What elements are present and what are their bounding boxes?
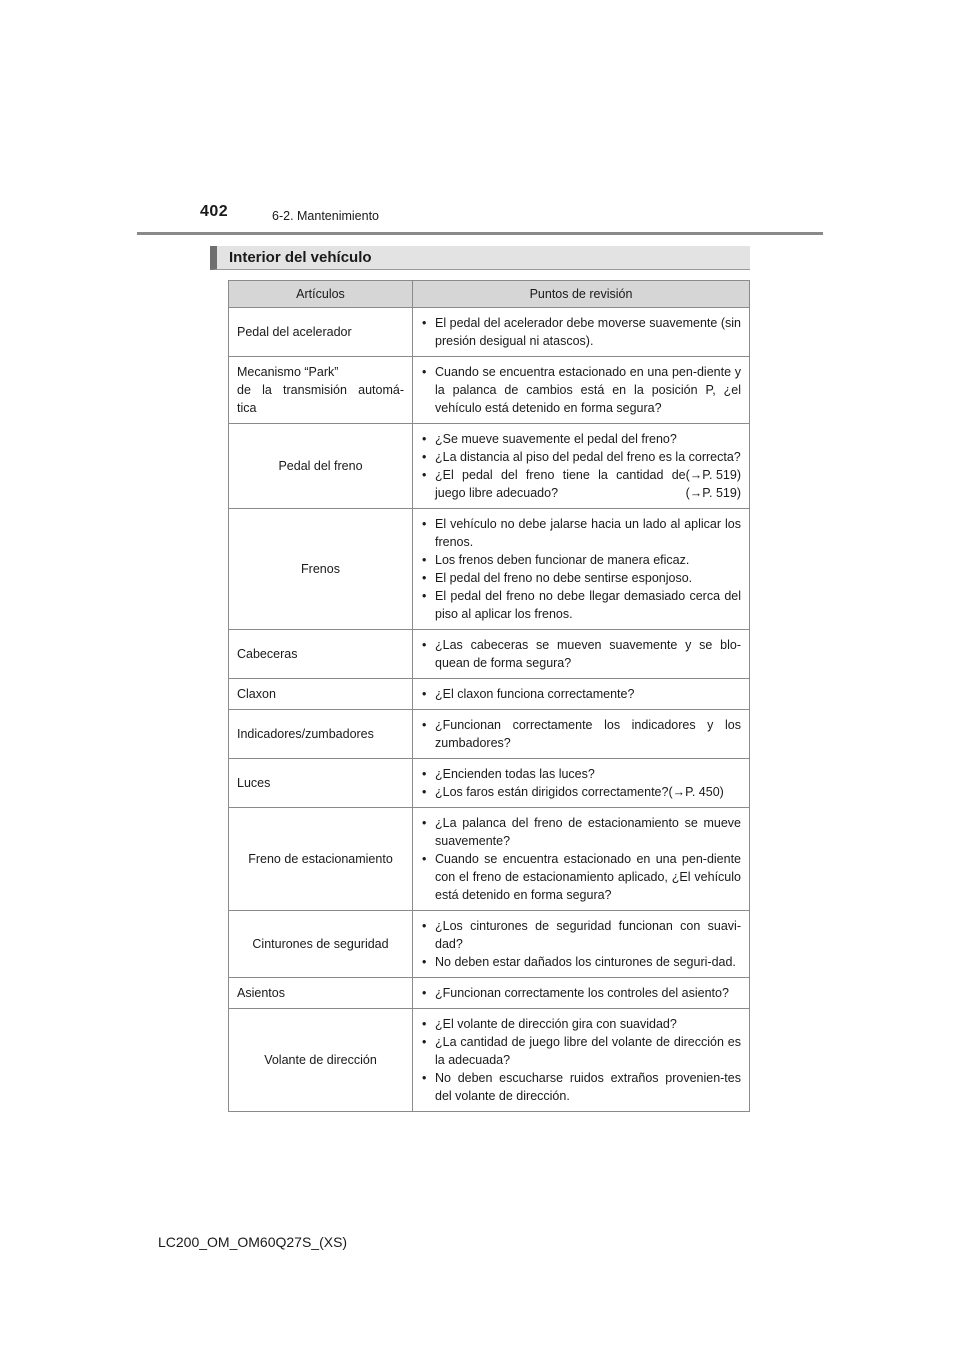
table-row xyxy=(229,308,750,357)
table-row xyxy=(229,1009,750,1112)
item-line: Mecanismo “Park” xyxy=(237,365,339,379)
table-row xyxy=(229,911,750,978)
check-point: • ¿Funcionan correctamente los indicadores y los zumbadores? xyxy=(421,716,741,752)
document-code: LC200_OM_OM60Q27S_(XS) xyxy=(158,1234,348,1250)
check-point: • El pedal del acelerador debe moverse suavemente (sin presión desigual ni atascos). xyxy=(421,314,741,350)
points-cell xyxy=(413,1009,750,1112)
section-title: Interior del vehículo xyxy=(229,249,372,266)
check-point: • ¿La cantidad de juego libre del volante de dirección es la adecuada? xyxy=(421,1033,741,1069)
check-point: • ¿La palanca del freno de estacionamiento se mueve suavemente? xyxy=(421,814,741,850)
table-header-row xyxy=(229,281,750,308)
check-point: • ¿El volante de dirección gira con suavidad? xyxy=(421,1015,741,1033)
check-point: • El vehículo no debe jalarse hacia un lado al aplicar los frenos. xyxy=(421,515,741,551)
item-cell: Luces xyxy=(229,759,413,808)
table-row xyxy=(229,630,750,679)
check-point: • ¿Las cabeceras se mueven suavemente y se blo-quean de forma segura? xyxy=(421,636,741,672)
check-point: • ¿Encienden todas las luces? xyxy=(421,765,741,783)
check-point: • ¿Funcionan correctamente los controles del asiento? xyxy=(421,984,741,1002)
check-point: • Cuando se encuentra estacionado en una pen-diente y la palanca de cambios está en la posición P, ¿el vehículo está detenido en forma segura? xyxy=(421,363,741,417)
item-cell: Pedal del freno xyxy=(229,424,413,509)
item-cell: Freno de estacionamiento xyxy=(229,808,413,911)
check-point: • No deben estar dañados los cinturones de seguri-dad. xyxy=(421,953,741,971)
points-cell xyxy=(413,424,750,509)
item-cell: Frenos xyxy=(229,509,413,630)
points-cell xyxy=(413,308,750,357)
table-row xyxy=(229,509,750,630)
check-point: • ¿La distancia al piso del pedal del freno es la correcta? (→P. 519) xyxy=(421,448,741,466)
table-row xyxy=(229,759,750,808)
points-cell xyxy=(413,978,750,1009)
table-row xyxy=(229,808,750,911)
item-cell xyxy=(229,357,413,424)
points-cell xyxy=(413,679,750,710)
check-point: • ¿Los faros están dirigidos correctamente?(→P. 450) xyxy=(421,783,741,801)
check-point: • El pedal del freno no debe llegar demasiado cerca del piso al aplicar los frenos. xyxy=(421,587,741,623)
chapter-title: 6-2. Mantenimiento xyxy=(272,209,380,223)
item-cell: Indicadores/zumbadores xyxy=(229,710,413,759)
check-point: • ¿El pedal del freno tiene la cantidad de juego libre adecuado? (→P. 519) xyxy=(421,466,741,502)
table-row xyxy=(229,978,750,1009)
item-cell: Cinturones de seguridad xyxy=(229,911,413,978)
item-cell: Volante de dirección xyxy=(229,1009,413,1112)
check-point: • ¿Se mueve suavemente el pedal del freno? xyxy=(421,430,741,448)
points-cell xyxy=(413,759,750,808)
check-point: • El pedal del freno no debe sentirse esponjoso. xyxy=(421,569,741,587)
column-header-points: Puntos de revisión xyxy=(413,281,750,308)
table-row xyxy=(229,710,750,759)
points-cell xyxy=(413,357,750,424)
item-line: de la transmisión automá- xyxy=(237,383,404,397)
item-cell: Pedal del acelerador xyxy=(229,308,413,357)
table-row xyxy=(229,424,750,509)
check-point: • ¿El claxon funciona correctamente? xyxy=(421,685,741,703)
check-point: • Cuando se encuentra estacionado en una pen-diente con el freno de estacionamiento aplicado, ¿El vehículo está detenido en forma segura? xyxy=(421,850,741,904)
points-cell xyxy=(413,509,750,630)
page-reference: (→P. 519) xyxy=(685,486,741,500)
check-point: • No deben escucharse ruidos extraños provenien-tes del volante de dirección. xyxy=(421,1069,741,1105)
points-cell xyxy=(413,710,750,759)
page-reference: (→P. 450) xyxy=(668,785,724,799)
page-number: 402 xyxy=(200,203,229,220)
item-line: tica xyxy=(237,401,257,415)
section-header xyxy=(210,246,750,270)
item-cell: Asientos xyxy=(229,978,413,1009)
header-rule xyxy=(137,232,823,235)
points-cell xyxy=(413,911,750,978)
check-point: • Los frenos deben funcionar de manera eficaz. xyxy=(421,551,741,569)
item-cell: Claxon xyxy=(229,679,413,710)
item-cell: Cabeceras xyxy=(229,630,413,679)
points-cell xyxy=(413,630,750,679)
inspection-table xyxy=(228,280,750,1112)
table-row xyxy=(229,679,750,710)
points-cell xyxy=(413,808,750,911)
table-row xyxy=(229,357,750,424)
check-point: • ¿Los cinturones de seguridad funcionan con suavi-dad? xyxy=(421,917,741,953)
page-reference: (→P. 519) xyxy=(685,468,741,482)
column-header-items: Artículos xyxy=(229,281,413,308)
